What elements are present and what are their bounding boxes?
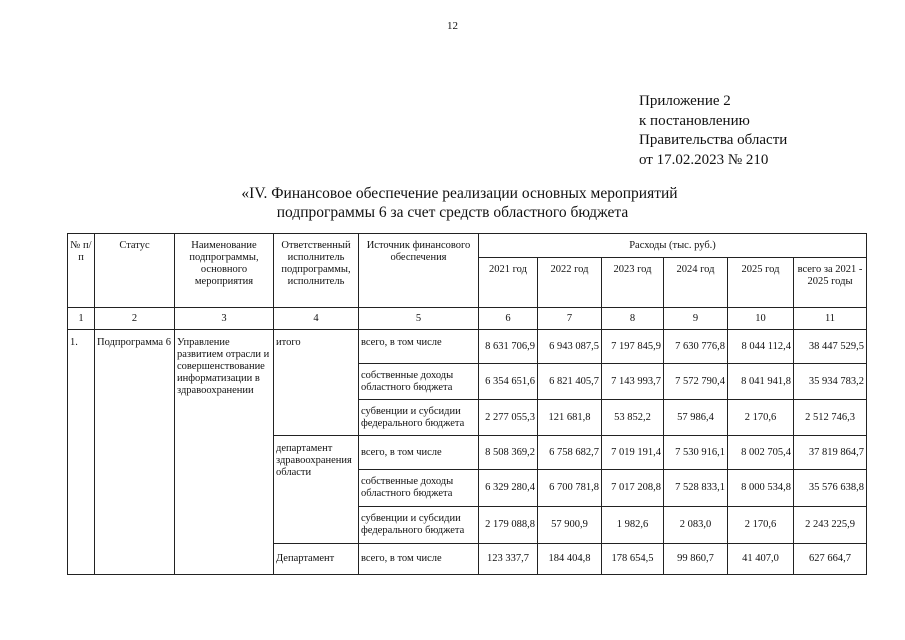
value-cell: 6 354 651,6 bbox=[479, 364, 538, 400]
row-name: Управление развитием отрасли и совершенствование информатизации в здравоохранении bbox=[175, 330, 274, 575]
header-year: 2022 год bbox=[538, 258, 602, 308]
column-numbers-row bbox=[68, 308, 867, 330]
column-number: 1 bbox=[68, 308, 95, 330]
table-row bbox=[68, 330, 867, 364]
row-source: всего, в том числе bbox=[359, 436, 479, 470]
value-cell: 8 631 706,9 bbox=[479, 330, 538, 364]
appendix-line: Приложение 2 bbox=[639, 93, 731, 109]
finance-table bbox=[67, 233, 867, 575]
column-number: 8 bbox=[602, 308, 664, 330]
value-cell: 99 860,7 bbox=[664, 544, 728, 575]
appendix-line: к постановлению bbox=[639, 112, 750, 129]
row-source: собственные доходы областного бюджета bbox=[359, 470, 479, 507]
value-cell: 7 197 845,9 bbox=[602, 330, 664, 364]
value-cell: 7 530 916,1 bbox=[664, 436, 728, 470]
value-cell: 2 083,0 bbox=[664, 507, 728, 544]
column-number: 10 bbox=[728, 308, 794, 330]
header-year: 2023 год bbox=[602, 258, 664, 308]
appendix-line: Правительства области bbox=[639, 132, 788, 148]
title-line: «IV. Финансовое обеспечение реализации основных мероприятий bbox=[241, 185, 678, 202]
value-cell: 38 447 529,5 bbox=[794, 330, 867, 364]
row-responsible: департамент здравоохранения области bbox=[274, 436, 359, 544]
column-number: 9 bbox=[664, 308, 728, 330]
row-source: собственные доходы областного бюджета bbox=[359, 364, 479, 400]
header-responsible: Ответственный исполнитель подпрограммы, исполнитель bbox=[274, 234, 359, 308]
header-year-total: всего за 2021 - 2025 годы bbox=[794, 258, 867, 308]
header-source: Источник финансового обеспечения bbox=[359, 234, 479, 308]
value-cell: 6 758 682,7 bbox=[538, 436, 602, 470]
value-cell: 41 407,0 bbox=[728, 544, 794, 575]
value-cell: 2 277 055,3 bbox=[479, 400, 538, 436]
value-cell: 8 044 112,4 bbox=[728, 330, 794, 364]
value-cell: 2 179 088,8 bbox=[479, 507, 538, 544]
value-cell: 6 821 405,7 bbox=[538, 364, 602, 400]
column-number: 2 bbox=[95, 308, 175, 330]
value-cell: 7 017 208,8 bbox=[602, 470, 664, 507]
value-cell: 7 143 993,7 bbox=[602, 364, 664, 400]
column-number: 11 bbox=[794, 308, 867, 330]
appendix-block bbox=[639, 92, 787, 170]
value-cell: 6 700 781,8 bbox=[538, 470, 602, 507]
header-status: Статус bbox=[95, 234, 175, 308]
value-cell: 2 170,6 bbox=[728, 507, 794, 544]
row-source: субвенции и субсидии федерального бюджета bbox=[359, 507, 479, 544]
row-source: всего, в том числе bbox=[359, 544, 479, 575]
value-cell: 627 664,7 bbox=[794, 544, 867, 575]
page-number: 12 bbox=[447, 20, 458, 32]
value-cell: 53 852,2 bbox=[602, 400, 664, 436]
header-year: 2021 год bbox=[479, 258, 538, 308]
column-number: 5 bbox=[359, 308, 479, 330]
header-row bbox=[68, 234, 867, 258]
header-year: 2025 год bbox=[728, 258, 794, 308]
value-cell: 8 508 369,2 bbox=[479, 436, 538, 470]
column-number: 3 bbox=[175, 308, 274, 330]
row-responsible: итого bbox=[274, 330, 359, 436]
value-cell: 2 170,6 bbox=[728, 400, 794, 436]
row-source: всего, в том числе bbox=[359, 330, 479, 364]
header-num: № п/п bbox=[68, 234, 95, 308]
value-cell: 37 819 864,7 bbox=[794, 436, 867, 470]
row-number: 1. bbox=[68, 330, 95, 575]
column-number: 7 bbox=[538, 308, 602, 330]
appendix-line: от 17.02.2023 № 210 bbox=[639, 151, 769, 168]
row-status: Подпрограмма 6 bbox=[95, 330, 175, 575]
value-cell: 8 041 941,8 bbox=[728, 364, 794, 400]
value-cell: 2 243 225,9 bbox=[794, 507, 867, 544]
row-responsible: Департамент bbox=[274, 544, 359, 575]
value-cell: 8 002 705,4 bbox=[728, 436, 794, 470]
header-name: Наименование подпрограммы, основного мероприятия bbox=[175, 234, 274, 308]
value-cell: 2 512 746,3 bbox=[794, 400, 867, 436]
value-cell: 35 934 783,2 bbox=[794, 364, 867, 400]
column-number: 6 bbox=[479, 308, 538, 330]
value-cell: 35 576 638,8 bbox=[794, 470, 867, 507]
value-cell: 1 982,6 bbox=[602, 507, 664, 544]
document-title bbox=[0, 184, 905, 222]
header-expenses: Расходы (тыс. руб.) bbox=[479, 234, 867, 258]
value-cell: 7 528 833,1 bbox=[664, 470, 728, 507]
value-cell: 184 404,8 bbox=[538, 544, 602, 575]
column-number: 4 bbox=[274, 308, 359, 330]
value-cell: 123 337,7 bbox=[479, 544, 538, 575]
value-cell: 121 681,8 bbox=[538, 400, 602, 436]
value-cell: 6 943 087,5 bbox=[538, 330, 602, 364]
value-cell: 178 654,5 bbox=[602, 544, 664, 575]
value-cell: 7 572 790,4 bbox=[664, 364, 728, 400]
value-cell: 6 329 280,4 bbox=[479, 470, 538, 507]
value-cell: 7 019 191,4 bbox=[602, 436, 664, 470]
value-cell: 8 000 534,8 bbox=[728, 470, 794, 507]
value-cell: 7 630 776,8 bbox=[664, 330, 728, 364]
title-line: подпрограммы 6 за счет средств областного бюджета bbox=[276, 204, 629, 221]
row-source: субвенции и субсидии федерального бюджета bbox=[359, 400, 479, 436]
value-cell: 57 986,4 bbox=[664, 400, 728, 436]
value-cell: 57 900,9 bbox=[538, 507, 602, 544]
header-year: 2024 год bbox=[664, 258, 728, 308]
